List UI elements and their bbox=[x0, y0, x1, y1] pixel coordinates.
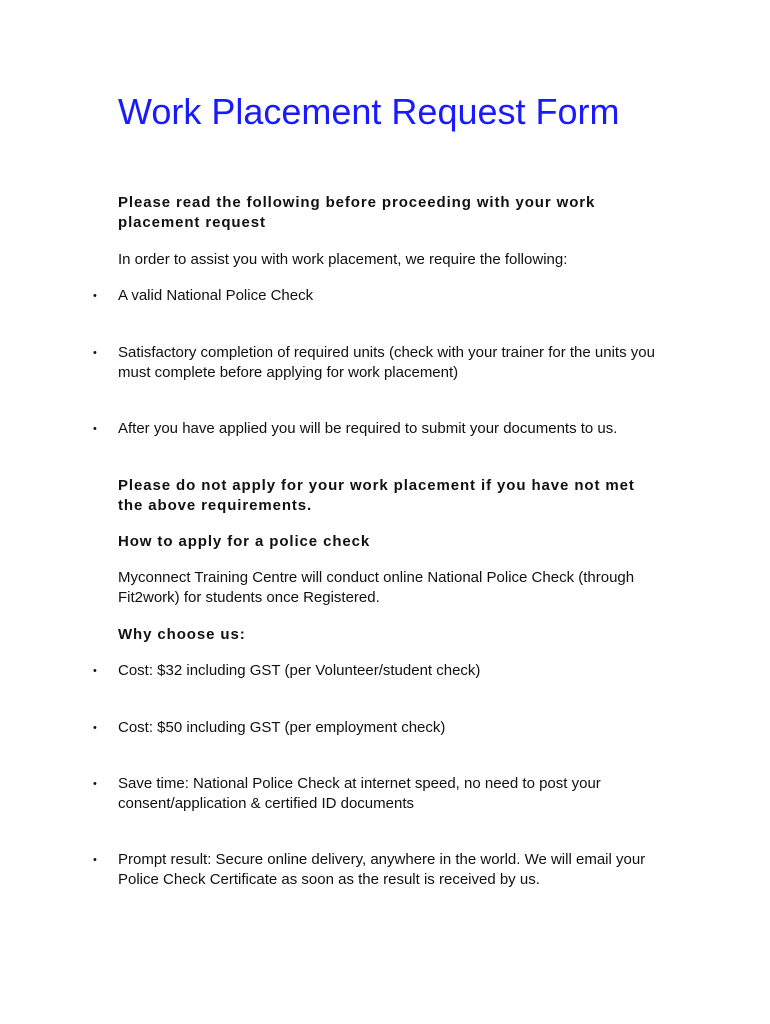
reason-text: Cost: $50 including GST (per employment check) bbox=[118, 719, 446, 736]
reason-text: Cost: $32 including GST (per Volunteer/student check) bbox=[118, 662, 481, 679]
bullet-icon: • bbox=[93, 722, 97, 734]
requirement-text: Satisfactory completion of required units (check with your trainer for the units you must complete before applying for work placement) bbox=[118, 344, 655, 381]
bullet-icon: • bbox=[93, 347, 97, 359]
bullet-icon: • bbox=[93, 778, 97, 790]
intro-text: In order to assist you with work placement, we require the following: bbox=[118, 251, 568, 268]
warning-heading: Please do not apply for your work placement if you have not met the above requirements. bbox=[118, 477, 635, 514]
reason-text: Prompt result: Secure online delivery, anywhere in the world. We will email your Police Check Certificate as soon as the result is received by us. bbox=[118, 851, 646, 888]
requirement-text: A valid National Police Check bbox=[118, 287, 314, 304]
bullet-icon: • bbox=[93, 290, 97, 302]
police-check-text: Myconnect Training Centre will conduct online National Police Check (through Fit2work) for students once Registered. bbox=[118, 569, 635, 606]
police-check-heading: How to apply for a police check bbox=[118, 533, 371, 550]
bullet-icon: • bbox=[93, 854, 97, 866]
requirement-text: After you have applied you will be required to submit your documents to us. bbox=[118, 420, 618, 437]
bullet-icon: • bbox=[93, 423, 97, 435]
reason-text: Save time: National Police Check at internet speed, no need to post your consent/application & certified ID documents bbox=[118, 775, 601, 812]
bullet-icon: • bbox=[93, 665, 97, 677]
intro-heading: Please read the following before proceeding with your work placement request bbox=[118, 194, 596, 231]
why-choose-heading: Why choose us: bbox=[118, 626, 246, 643]
page-title: Work Placement Request Form bbox=[118, 91, 620, 132]
